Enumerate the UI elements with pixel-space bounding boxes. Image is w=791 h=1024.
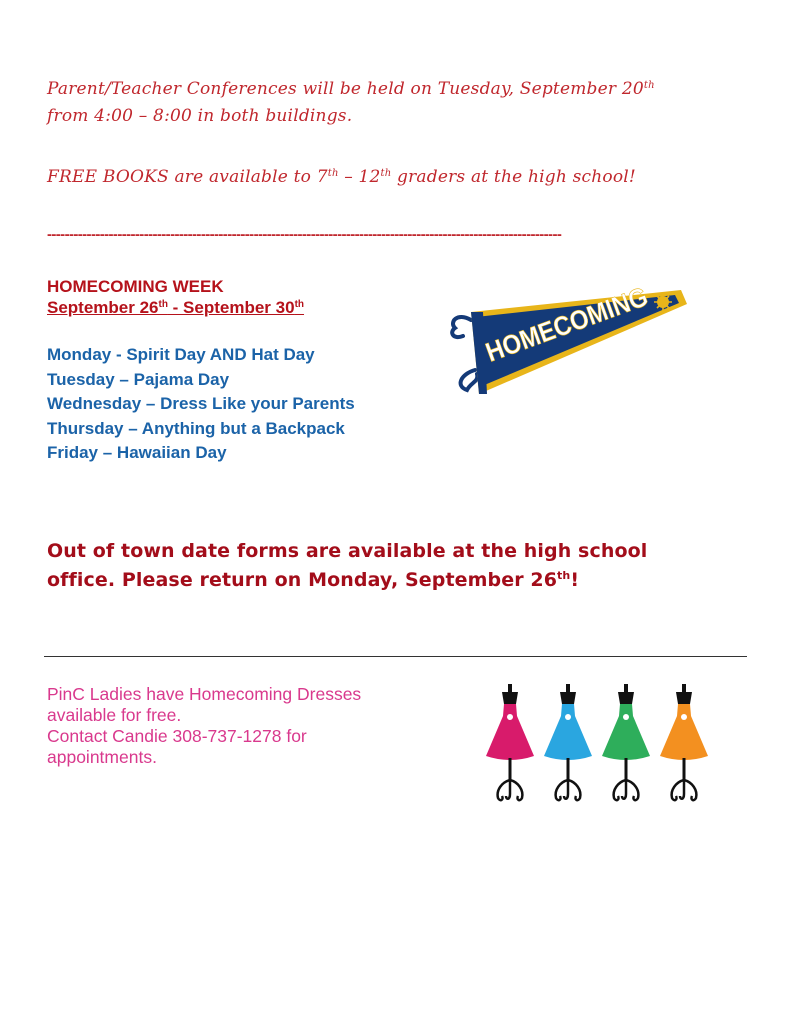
homecoming-title: HOMECOMING WEEK — [47, 277, 224, 296]
pennant-text: HOMECOMING — [481, 282, 673, 368]
day-item-friday: Friday – Hawaiian Day — [47, 443, 227, 462]
pennant-graphic — [445, 282, 695, 402]
dresses-illustration — [478, 682, 718, 804]
notice-line-1: Out of town date forms are available at the high school — [47, 540, 648, 562]
dress-form-icon — [544, 684, 592, 800]
pinc-ladies-notice — [47, 684, 361, 768]
dress-form-icon — [660, 684, 708, 800]
homecoming-pennant-icon — [445, 282, 695, 402]
free-books-notice: FREE BOOKS are available to 7th – 12th graders at the high school! — [47, 167, 636, 187]
dashed-divider: --------------------------------------------------------------------------------------------------------------------- — [47, 226, 562, 243]
pinc-line-1: PinC Ladies have Homecoming Dresses — [47, 684, 362, 704]
pinc-line-3: Contact Candie 308-737-1278 for — [47, 726, 307, 746]
dress-form-icon — [486, 684, 534, 800]
out-of-town-notice — [47, 537, 647, 595]
pinc-line-2: available for free. — [47, 705, 182, 725]
day-item-tuesday: Tuesday – Pajama Day — [47, 369, 230, 389]
day-item-wednesday: Wednesday – Dress Like your Parents — [47, 394, 355, 413]
pinc-line-4: appointments. — [47, 747, 157, 767]
conferences-line-1: Parent/Teacher Conferences will be held on Tuesday, September 20th — [47, 79, 655, 99]
dress-form-icon — [602, 684, 650, 800]
conferences-line-2: from 4:00 – 8:00 in both buildings. — [47, 106, 353, 126]
spirit-days-list — [47, 343, 355, 466]
day-item-thursday: Thursday – Anything but a Backpack — [47, 418, 345, 438]
homecoming-heading — [47, 276, 304, 318]
conferences-notice — [47, 76, 747, 130]
dress-form-icon — [478, 682, 718, 804]
section-rule — [44, 656, 747, 657]
notice-line-2: office. Please return on Monday, September 26th! — [47, 569, 580, 591]
day-item-monday: Monday - Spirit Day AND Hat Day — [47, 345, 315, 364]
homecoming-dates: September 26th - September 30th — [47, 298, 305, 317]
